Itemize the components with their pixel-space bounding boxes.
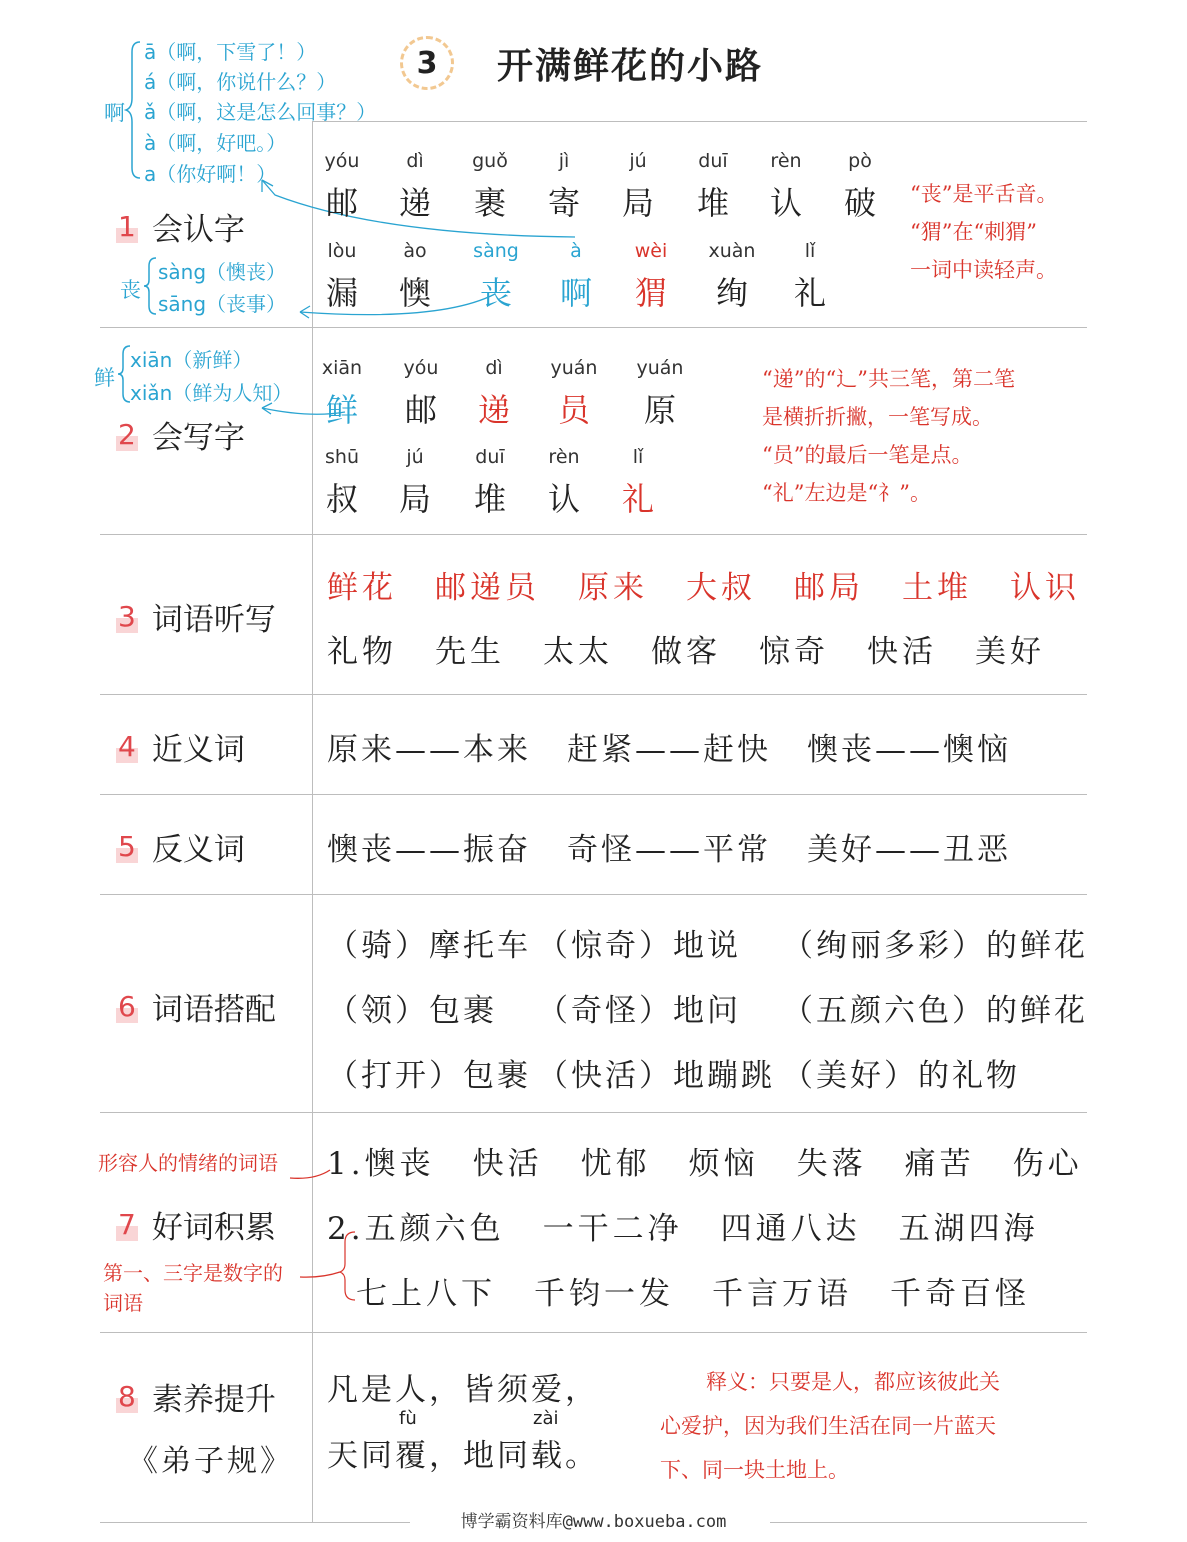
recognize-char: guǒ 裹 (472, 150, 508, 222)
xian-note-item: xiān（新鲜） (130, 348, 253, 372)
dictation-word: 邮递员 (435, 570, 540, 606)
recognize-char: lǐ 礼 (793, 240, 826, 312)
recognize-note: “丧”是平舌音。 “猬”在“刺猬” 一词中读轻声。 (910, 182, 1058, 282)
recognize-char: à 啊 (559, 240, 592, 312)
good-words-note-2: 第一、三字是数字的 词语 (103, 1261, 283, 1315)
collocation: （骑）摩托车 (327, 928, 531, 964)
collocation: （奇怪）地问 (537, 993, 741, 1029)
good-words-note-1: 形容人的情绪的词语 (98, 1151, 278, 1175)
section-1-label: 1 会认字 (118, 210, 245, 248)
collocation: （快活）地蹦跳 (537, 1058, 775, 1094)
dictation-word: 先生 (435, 634, 505, 670)
good-word: 烦恼 (688, 1146, 759, 1182)
good-word: 四通八达 (720, 1211, 861, 1247)
dictation-row (327, 626, 1045, 671)
good-word: 七上八下 (356, 1276, 496, 1312)
divider (100, 894, 1087, 895)
a-note-item: à（啊，好吧。） (144, 131, 287, 155)
section-5-label: 5 反义词 (118, 830, 245, 868)
section-7-label: 7 好词积累 (118, 1208, 276, 1246)
dictation-word: 大叔 (686, 570, 756, 606)
footer-watermark: 博学霸资料库@www.boxueba.com (460, 1512, 727, 1532)
sang-note-char: 丧 (120, 278, 141, 302)
improve-line-2: 天同 fù 覆，地同 zài 载。 (327, 1408, 599, 1474)
write-note: “递”的“辶”共三笔，第二笔 是横折折撇，一笔写成。 “员”的最后一笔是点。 “礼”左边是“礻”。 (762, 367, 1015, 505)
good-word: 痛苦 (904, 1146, 975, 1182)
synonym-pair: 赶紧——赶快 (567, 732, 771, 768)
section-8-subtitle: 《弟子规》 (128, 1444, 293, 1479)
improve-line-1: 凡是人，皆须爱， (327, 1372, 599, 1408)
good-word: 一干二净 (542, 1211, 683, 1247)
dictation-word: 美好 (975, 634, 1045, 670)
write-char: duī 堆 (473, 446, 506, 518)
lesson-title: 开满鲜花的小路 (497, 46, 764, 87)
good-word: 千言万语 (712, 1276, 852, 1312)
dictation-word: 做客 (651, 634, 721, 670)
dictation-row (327, 562, 1080, 607)
collocation: （打开）包裹 (327, 1058, 531, 1094)
write-char: yóu 邮 (403, 357, 439, 429)
antonym-pair: 美好——丑恶 (807, 832, 1011, 868)
collocation: （领）包裹 (327, 993, 497, 1029)
good-word: 懊丧 (364, 1146, 435, 1182)
a-note-item: a（你好啊！） (144, 162, 277, 186)
good-word: 忧郁 (580, 1146, 651, 1182)
good-words-row: 2.五颜六色 一干二净 四通八达 五湖四海 (327, 1203, 1039, 1248)
dictation-word: 鲜花 (327, 570, 397, 606)
collocation: （绚丽多彩）的鲜花 (782, 928, 1088, 964)
recognize-char: jì 寄 (547, 150, 580, 222)
recognize-char: pò 破 (843, 150, 876, 222)
divider (100, 1112, 1087, 1113)
section-6-label: 6 词语搭配 (118, 990, 276, 1028)
collocation: （惊奇）地说 (537, 928, 741, 964)
dictation-word: 礼物 (327, 634, 397, 670)
good-word: 伤心 (1012, 1146, 1083, 1182)
xian-note-char: 鲜 (94, 366, 115, 390)
good-word: 千钧一发 (534, 1276, 674, 1312)
good-word: 五湖四海 (898, 1211, 1039, 1247)
write-char: xiān 鲜 (321, 357, 363, 429)
recognize-char: sàng 丧 (473, 240, 519, 312)
section-8-label: 8 素养提升 (118, 1380, 276, 1418)
lesson-number-badge: 3 (400, 36, 454, 90)
recognize-char: yóu 邮 (324, 150, 360, 222)
write-char: lǐ 礼 (621, 446, 654, 518)
a-note-item: á（啊，你说什么？） (144, 70, 337, 94)
write-char: dì 递 (477, 357, 510, 429)
recognize-char: ào 懊 (398, 240, 431, 312)
write-char: shū 叔 (325, 446, 359, 518)
collocation: （美好）的礼物 (782, 1058, 1020, 1094)
recognize-char: jú 局 (621, 150, 654, 222)
section-4-label: 4 近义词 (118, 730, 245, 768)
dictation-word: 快活 (867, 634, 937, 670)
recognize-char: wèi 猬 (634, 240, 668, 312)
recognize-char: xuàn 绚 (708, 240, 756, 312)
divider (100, 1332, 1087, 1333)
a-note-item: ā（啊，下雪了！） (144, 40, 317, 64)
write-char: rèn 认 (547, 446, 580, 518)
section-2-label: 2 会写字 (118, 418, 245, 456)
sang-note-item: sāng（丧事） (158, 292, 287, 316)
recognize-char: duī 堆 (696, 150, 729, 222)
write-char: yuán 原 (636, 357, 684, 429)
good-words-row (356, 1268, 1030, 1313)
xian-note-item: xiǎn（鲜为人知） (130, 381, 293, 405)
good-words-row: 1.懊丧 快活 忧郁 烦恼 失落 痛苦 伤心 (327, 1138, 1083, 1183)
antonym-pair: 懊丧——振奋 (327, 832, 531, 868)
improve-note: 释义：只要是人，都应该彼此关 心爱护，因为我们生活在同一片蓝天 下、同一块土地上。 (660, 1370, 1000, 1482)
write-char: jú 局 (398, 446, 431, 518)
a-note-char: 啊 (104, 101, 125, 125)
divider (100, 794, 1087, 795)
synonyms-row (327, 724, 1011, 769)
collocation: （五颜六色）的鲜花 (782, 993, 1088, 1029)
antonyms-row (327, 824, 1011, 869)
sang-note-item: sàng（懊丧） (158, 260, 287, 284)
dictation-word: 原来 (578, 570, 648, 606)
a-note-item: ǎ（啊，这是怎么回事？） (144, 100, 377, 124)
good-word: 千奇百怪 (890, 1276, 1030, 1312)
dictation-word: 邮局 (794, 570, 864, 606)
recognize-char: rèn 认 (769, 150, 802, 222)
good-word: 快活 (472, 1146, 543, 1182)
synonym-pair: 懊丧——懊恼 (807, 732, 1011, 768)
dictation-word: 土堆 (902, 570, 972, 606)
good-word: 失落 (796, 1146, 867, 1182)
dictation-word: 认识 (1010, 570, 1080, 606)
recognize-char: dì 递 (398, 150, 431, 222)
dictation-word: 惊奇 (759, 634, 829, 670)
good-word: 五颜六色 (364, 1211, 505, 1247)
synonym-pair: 原来——本来 (327, 732, 531, 768)
divider (100, 534, 1087, 535)
recognize-char: lòu 漏 (325, 240, 358, 312)
write-char: yuán 员 (550, 357, 598, 429)
dictation-word: 太太 (543, 634, 613, 670)
divider (100, 694, 1087, 695)
section-3-label: 3 词语听写 (118, 600, 276, 638)
antonym-pair: 奇怪——平常 (567, 832, 771, 868)
